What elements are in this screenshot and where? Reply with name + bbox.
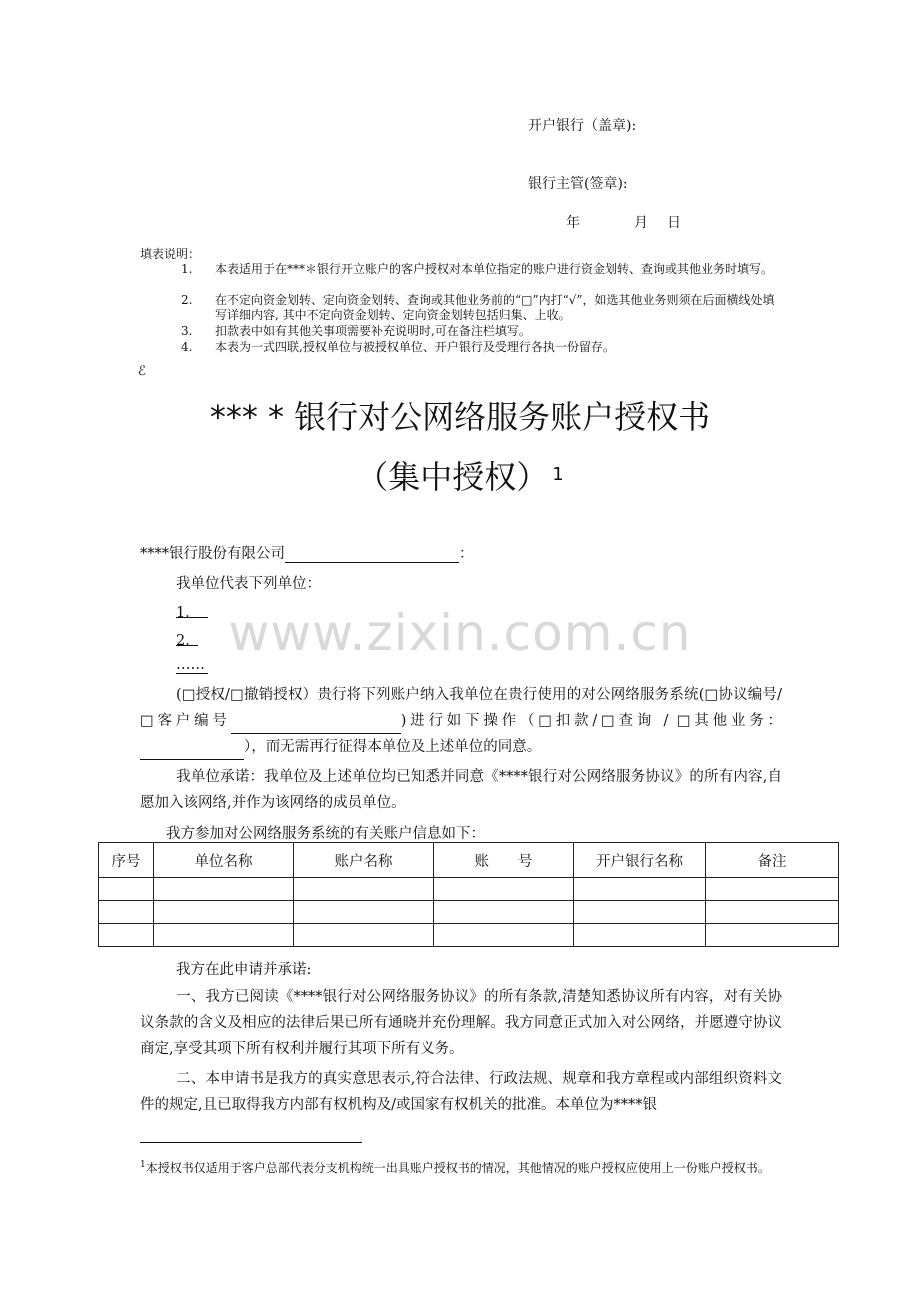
table-cell[interactable]: [706, 878, 839, 901]
header-remarks: 备注: [706, 843, 839, 878]
auth-text-c: ），而无需再行征得本单位及上述单位的同意。: [244, 739, 542, 755]
notes-list: [181, 262, 791, 362]
note-number: 4.: [181, 340, 193, 354]
day-label: 日: [667, 215, 681, 231]
table-cell[interactable]: [434, 924, 574, 947]
bank-seal-label: 开户银行（盖章):: [528, 118, 637, 134]
unit-1-line: [176, 601, 208, 621]
table-cell[interactable]: [294, 878, 434, 901]
subtitle-text: （集中授权）: [356, 458, 549, 496]
footnote-divider: [140, 1142, 362, 1143]
table-header-row: [99, 843, 839, 878]
table-cell[interactable]: [154, 878, 294, 901]
unit-2-line: [176, 629, 200, 649]
commitment-2: [140, 1066, 782, 1118]
table-cell[interactable]: [99, 924, 154, 947]
table-cell[interactable]: [574, 924, 706, 947]
ellipsis: ……: [176, 657, 208, 674]
table-cell[interactable]: [706, 924, 839, 947]
unit-1-label[interactable]: 1．: [176, 601, 208, 618]
table-row: [99, 924, 839, 947]
table-cell[interactable]: [434, 901, 574, 924]
auth-text-b: )进行如下操作（□扣款/□查询 / □其他业务：: [400, 713, 783, 729]
auth-text-a: (□授权/□撤销授权）贵行将下列账户纳入我单位在贵行使用的对公网络服务系统(□协议编号/□客户编号: [140, 687, 782, 729]
note-number: 2.: [181, 293, 193, 307]
note-text: 本表为一式四联,授权单位与被授权单位、开户银行及受理行各执一份留存。: [215, 340, 615, 354]
document-title: *** * 银行对公网络服务账户授权书: [209, 398, 711, 436]
manager-sign-label: 银行主管(签章):: [528, 176, 628, 192]
commitment-paragraph: [140, 764, 782, 816]
table-cell[interactable]: [574, 901, 706, 924]
section-mark: ℰ: [138, 364, 146, 379]
table-cell[interactable]: [574, 878, 706, 901]
table-cell[interactable]: [434, 878, 574, 901]
unit-2-label[interactable]: 2．: [176, 629, 198, 646]
commitment-text: 我单位承诺：我单位及上述单位均已知悉并同意《****银行对公网络服务协议》的所有内容,自愿加入该网络,并作为该网络的成员单位。: [140, 769, 782, 811]
account-table: [98, 842, 839, 947]
footnote: [140, 1157, 782, 1176]
table-cell[interactable]: [706, 901, 839, 924]
watermark: www.zixin.com.cn: [228, 604, 692, 662]
table-cell[interactable]: [99, 878, 154, 901]
notes-heading: 填表说明：: [140, 247, 201, 261]
table-row: [99, 901, 839, 924]
table-cell[interactable]: [154, 924, 294, 947]
footnote-number: 1: [140, 1160, 146, 1170]
header-serial: 序号: [99, 843, 154, 878]
ellipsis-line: [176, 657, 208, 674]
commitment-1: [140, 984, 782, 1062]
commitments-intro: 我方在此申请并承诺:: [176, 962, 312, 978]
table-row: [99, 878, 839, 901]
table-intro: 我方参加对公网络服务系统的有关账户信息如下：: [166, 826, 485, 842]
note-text: 扣款表中如有其他关事项需要补充说明时,可在备注栏填写。: [215, 324, 531, 338]
header-unit-name: 单位名称: [154, 843, 294, 878]
addressee: ****银行股份有限公司: [140, 546, 285, 562]
header-account-name: 账户名称: [294, 843, 434, 878]
note-text: 在不定向资金划转、定向资金划转、查询或其他业务前的“□”内打“√”，如选其他业务则须在后面横线处填写详细内容, 其中不定向资金划转、定向资金划转包括归集、上收。: [215, 293, 775, 322]
note-number: 3.: [181, 324, 193, 338]
addressee-line: [140, 542, 474, 563]
table-cell[interactable]: [99, 901, 154, 924]
addressee-blank[interactable]: [285, 546, 459, 563]
year-label: 年: [566, 215, 580, 231]
intro-line: 我单位代表下列单位：: [176, 576, 321, 592]
footnote-ref: 1: [552, 464, 564, 485]
table-cell[interactable]: [294, 924, 434, 947]
document-subtitle: [0, 452, 920, 498]
note-number: 1.: [181, 262, 193, 276]
header-account-number: 账 号: [434, 843, 574, 878]
addressee-end: ：: [459, 546, 474, 562]
other-business-blank[interactable]: [140, 743, 244, 760]
footnote-text: 本授权书仅适用于客户总部代表分支机构统一出具账户授权书的情况，其他情况的账户授权应使用上一份账户授权书。: [145, 1161, 770, 1175]
header-bank-name: 开户银行名称: [574, 843, 706, 878]
table-cell[interactable]: [154, 901, 294, 924]
month-label: 月: [634, 215, 648, 231]
commitment-1-text: 一、我方已阅读《****银行对公网络服务协议》的所有条款,清楚知悉协议所有内容，对有关协议条款的含义及相应的法律后果已所有通晓并充份理解。我方同意正式加入对公网络，并愿遵守协议商定,享受其项下所有权利并履行其项下所有义务。: [140, 989, 782, 1057]
authorization-paragraph: [140, 682, 782, 760]
commitment-2-text: 二、本申请书是我方的真实意思表示,符合法律、行政法规、规章和我方章程或内部组织资料文件的规定,且已取得我方内部有权机构及/或国家有权机关的批准。本单位为****银: [140, 1071, 782, 1113]
number-blank[interactable]: [231, 717, 401, 734]
table-cell[interactable]: [294, 901, 434, 924]
note-text: 本表适用于在***＊银行开立账户的客户授权对本单位指定的账户进行资金划转、查询或其他业务时填写。: [215, 262, 774, 276]
